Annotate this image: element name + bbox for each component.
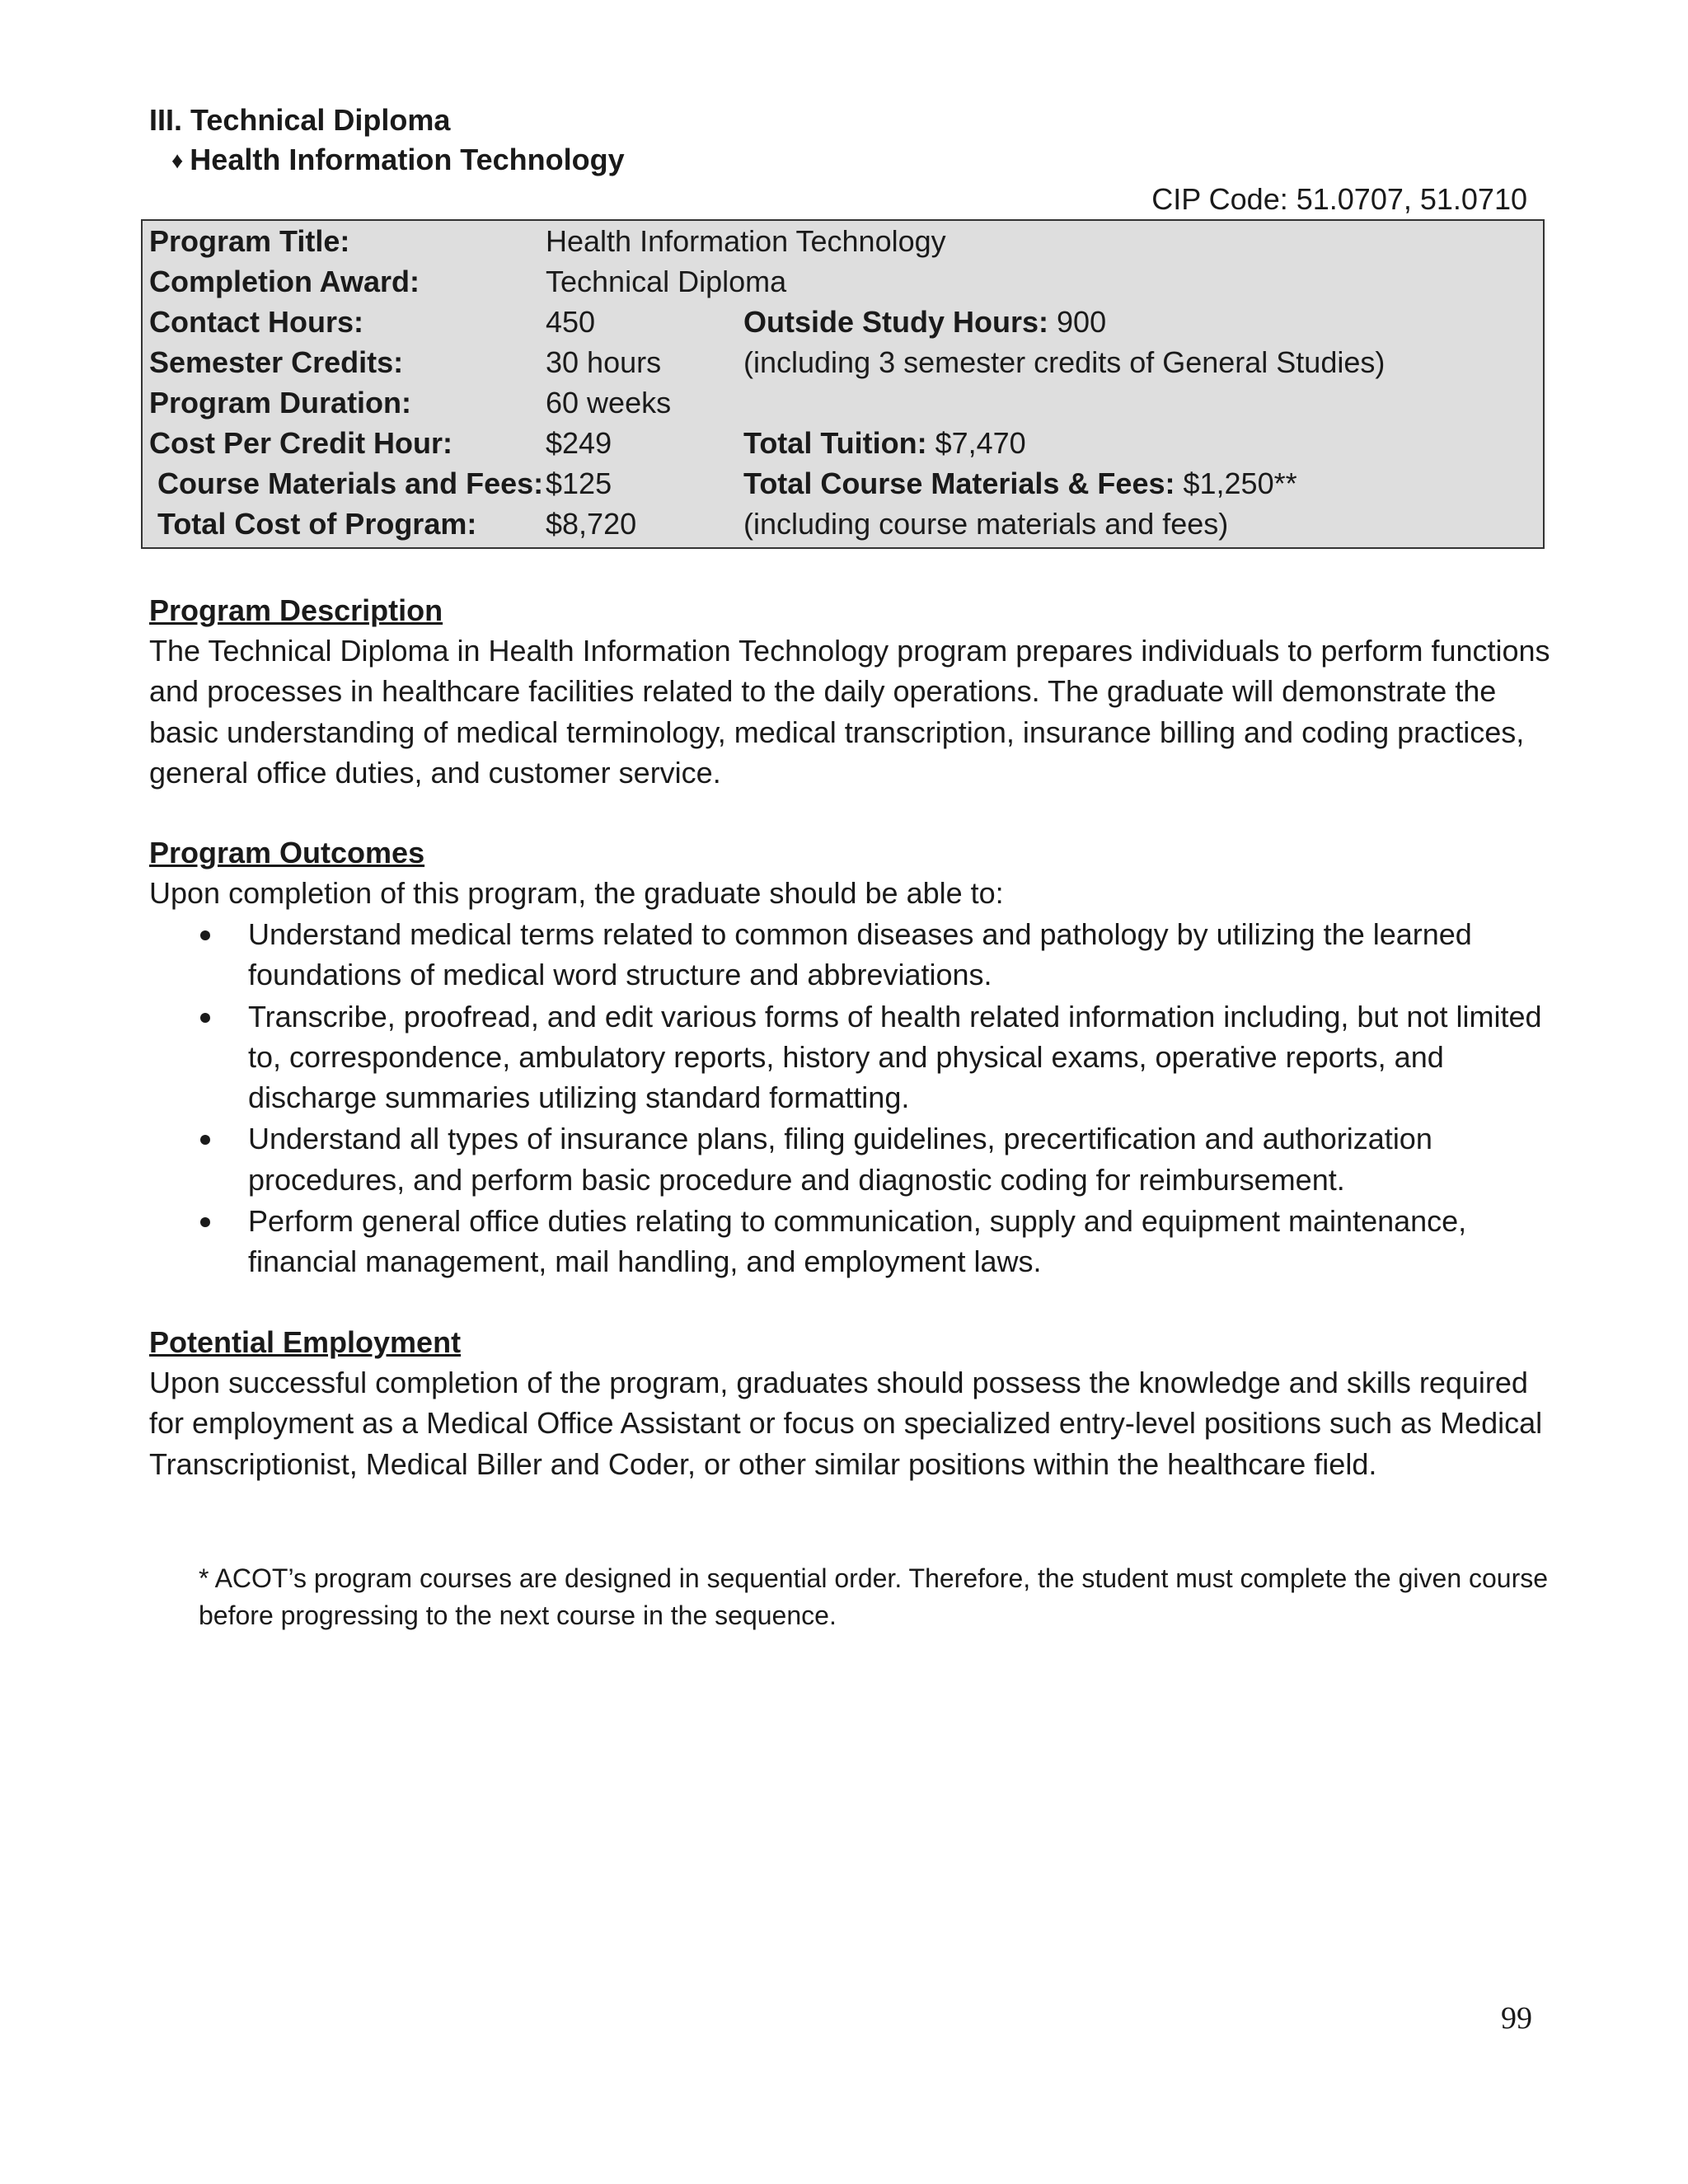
completion-award-row [143,261,1543,302]
outside-study-hours [743,302,1106,342]
list-item [149,996,1567,1118]
course-materials-label: Course Materials and Fees: [157,466,544,500]
list-item [149,1118,1567,1200]
total-cost-row [143,504,1543,544]
program-description-heading: Program Description [149,593,443,627]
total-cost-value: $8,720 [546,507,637,541]
bullet-icon [200,1135,210,1145]
cost-per-credit-label: Cost Per Credit Hour: [149,426,453,460]
total-course-materials-label: Total Course Materials & Fees: [743,466,1175,500]
program-outcomes-list [149,914,1567,1283]
program-title-label: Program Title: [149,224,350,258]
outcome-text: Understand medical terms related to common diseases and pathology by utilizing the learned foundations of medical word structure and abbreviations. [248,917,1472,992]
semester-credits-label: Semester Credits: [149,345,404,379]
bullet-icon [200,1013,210,1023]
program-title-row [143,221,1543,261]
bullet-icon [200,930,210,940]
potential-employment-text: Upon successful completion of the program, graduates should possess the knowledge and skills required for employment as a Medical Office Assistant or focus on specialized entry-level positions such as Medical Transcriptionist, Medical Biller and Coder, or other similar positions within the healthcare field. [149,1366,1543,1481]
cip-code: CIP Code: 51.0707, 51.0710 [1151,182,1527,216]
completion-award-label: Completion Award: [149,265,420,298]
completion-award-value: Technical Diploma [546,265,787,298]
total-tuition [743,423,1026,463]
footnote: * ACOT’s program courses are designed in sequential order. Therefore, the student must complete the given course before progressing to the next course in the sequence. [199,1563,1549,1630]
program-duration-value: 60 weeks [546,386,672,419]
outcome-text: Perform general office duties relating to communication, supply and equipment maintenance, financial management, mail handling, and employment laws. [248,1204,1467,1279]
page-number: 99 [1501,2001,1532,2036]
total-course-materials-value: $1,250** [1175,466,1297,500]
program-title-value: Health Information Technology [546,224,946,258]
semester-credits-row [143,342,1543,382]
program-info-table [141,219,1545,549]
contact-hours-label: Contact Hours: [149,305,363,339]
list-item [149,1201,1567,1282]
cost-per-credit-value: $249 [546,426,612,460]
diamond-bullet-icon: ♦ [171,148,184,173]
outside-study-hours-label: Outside Study Hours: [743,305,1049,339]
course-materials-value: $125 [546,466,612,500]
semester-credits-value: 30 hours [546,345,662,379]
list-item [149,914,1567,996]
total-cost-note: (including course materials and fees) [743,507,1229,541]
bullet-icon [200,1217,210,1227]
total-cost-label: Total Cost of Program: [157,507,477,541]
subsection-title [171,140,625,180]
contact-hours-row [143,302,1543,342]
total-tuition-value: $7,470 [926,426,1026,460]
outcome-text: Transcribe, proofread, and edit various forms of health related information including, but not limited to, correspondence, ambulatory reports, history and physical exams, operative reports, and discharge summaries utilizing standard formatting. [248,999,1542,1115]
total-course-materials [743,463,1297,504]
program-outcomes-intro: Upon completion of this program, the graduate should be able to: [149,876,1004,910]
semester-credits-note: (including 3 semester credits of General Studies) [743,345,1386,379]
program-outcomes-heading: Program Outcomes [149,836,425,869]
cost-per-credit-row [143,423,1543,463]
course-materials-row [143,463,1543,504]
contact-hours-value: 450 [546,305,596,339]
section-title: III. Technical Diploma [149,103,451,137]
potential-employment-heading: Potential Employment [149,1325,462,1359]
program-duration-row [143,382,1543,423]
total-tuition-label: Total Tuition: [743,426,927,460]
program-description-text: The Technical Diploma in Health Information Technology program prepares individuals to perform functions and processes in healthcare facilities related to the daily operations. The graduate will demonstrate the basic understanding of medical terminology, medical transcription, insurance billing and coding practices, general office duties, and customer service. [149,634,1550,790]
outcome-text: Understand all types of insurance plans, filing guidelines, precertification and authorization procedures, and perform basic procedure and diagnostic coding for reimbursement. [248,1122,1432,1197]
outside-study-hours-value: 900 [1048,305,1107,339]
subsection-title-text: Health Information Technology [190,143,625,176]
program-duration-label: Program Duration: [149,386,412,419]
